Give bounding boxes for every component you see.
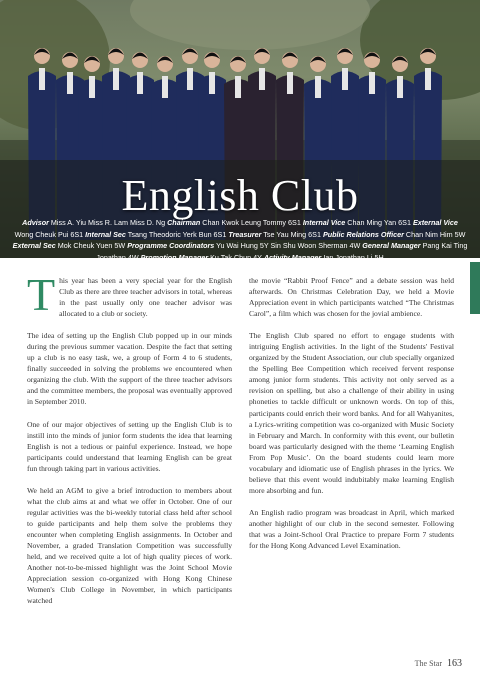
committee-names: Pang Kai Ting Jonathan 4W — [96, 241, 468, 262]
committee-role: Internal Sec — [85, 229, 126, 239]
page-number: 163 — [447, 658, 462, 669]
article-column-left — [27, 269, 232, 617]
committee-names: Tsang Theodoric Yerk Bun 6S1 — [125, 229, 229, 239]
drop-cap: T — [27, 269, 56, 320]
committee-names: Mok Cheuk Yuen 5W — [55, 241, 128, 250]
committee-names: Miss A. Yiu Miss R. Lam Miss D. Ng — [48, 218, 168, 227]
article-paragraph: We held an AGM to give a brief introduction to members about what the club aims at and what we offer in October. One of our regular activities was the bi-weekly tutorial class held after school to guide participants and help them solve the problems they encounter when completing English assignments. In October and November, a graded Translation Competition was successfully held, and we received quite a lot of high quality pieces of work. Another not-to-be-missed highlight was the Joint School Movie Appreciation session co-organized with Hong Kong Chinese Women's Club College in November, in which participants watched — [27, 485, 232, 606]
committee-role: Internal Vice — [302, 218, 346, 227]
club-title: English Club — [121, 171, 359, 220]
committee-role: Chairman — [167, 218, 201, 227]
committee-role: Advisor — [22, 218, 49, 227]
article-paragraph: the movie “Rabbit Proof Fence” and a debate session was held afterwards. On Christmas Celebration Day, we held a Movie Appreciation event in which participants watched “The Christmas Carol”, a film which was chosen for the jovial ambience. — [249, 276, 454, 319]
committee-role: Programme Coordinators — [127, 241, 215, 250]
committee-role: Activity Manager — [263, 252, 322, 262]
publication-name: The Star — [414, 659, 442, 668]
page-footer — [415, 658, 462, 669]
article-paragraph: The English Club spared no effort to engage students with intriguing English activities. In the light of the Students' Festival organized by the Student Association, our club specially organized the Spelling Bee Competition which received fervent response among junior form students. This activity not only served as a revision on spelling, but also a challenge of their ability in using phoneties to tackle difficult or unknown words. On top of this, participants could enrich their word banks. And for all Wahyanites, a Lyrics-writing competition was co-organized with Music Society in February and March. In conformity with this event, our bulletin board was particularly designed with the theme ‘Learning English From Pop Music’. On the board students could learn more vocabulary and idiomatic use of English phrases in the lyrics. We believe that this event would indubitably make learning English more absorbing and fun. — [249, 331, 454, 495]
committee-names: Wong Cheuk Pui 6S1 — [14, 229, 86, 239]
committee-names: Chan Nim Him 5W — [403, 229, 466, 239]
committee-names: Yu Wai Hung 5Y Sin Shu Woon Sherman 4W — [214, 241, 363, 250]
committee-names: Tse Yau Ming 6S1 — [261, 229, 323, 239]
article-paragraph: One of our major objectives of setting up the English Club is to instill into the minds of junior form students the idea that learning English is not a tedious or painful experience. Instead, we hope participants could understand that learning English can be great fun through taking part in various activities. — [27, 419, 232, 473]
committee-names: Chan Kwok Leung Tommy 6S1 — [200, 218, 303, 227]
committee-role: Treasurer — [228, 229, 262, 239]
paragraph-text: his year has been a very special year for the English Club as there are three teacher advisors in total, whereas in the past usually only one teacher advisor was allocated to a club or society. — [59, 276, 232, 319]
committee-names: Ian Jonathan Li 5H — [321, 252, 384, 262]
committee-role: Public Relations Officer — [322, 229, 404, 239]
committee-names: Chan Ming Yan 6S1 — [345, 218, 413, 227]
article-paragraph: The idea of setting up the English Club popped up in our minds during the previous summer vacation. Despite the fact that setting up a club is no easy task, we, a group of Form 4 to 6 students, finally succeeded in solving the problems we encountered when organizing the club. With the support of the three teacher advisors and the committee members, the proposal was eventually approved in September 2010. — [27, 331, 232, 407]
article-paragraph: An English radio program was broadcast in April, which marked another highlight of our club in the second semester. Following that was a Joint-School Oral Practice to prepare Form 7 students for the Hong Kong Advanced Level Examination. — [249, 507, 454, 551]
article-column-right — [249, 275, 454, 562]
section-tab — [470, 262, 480, 314]
committee-role: General Manager — [362, 241, 421, 250]
article-paragraph — [27, 269, 232, 320]
committee-role: Promotion Manager — [140, 252, 209, 262]
committee-role: External Vice — [412, 218, 458, 227]
committee-names: Ku Tak Chun 4Y — [208, 252, 264, 262]
committee-list — [12, 217, 468, 263]
committee-role: External Sec — [12, 241, 56, 250]
